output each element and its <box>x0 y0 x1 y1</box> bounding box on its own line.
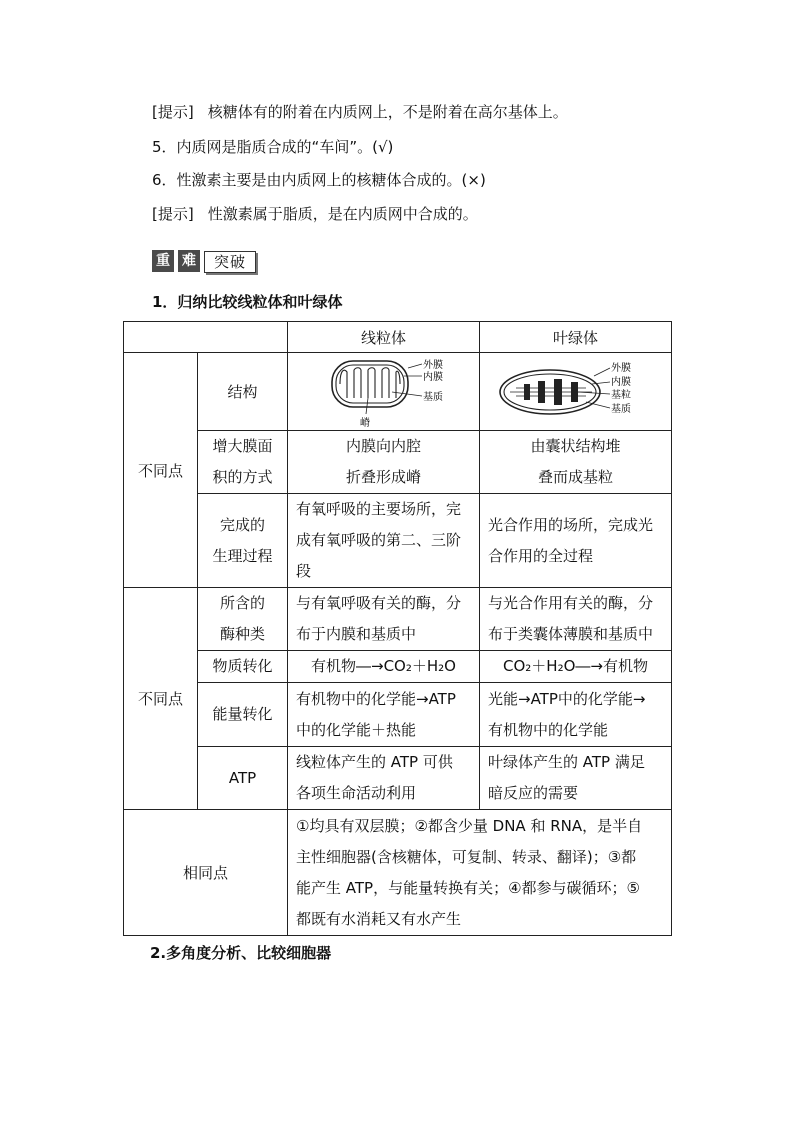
label-structure: 结构 <box>198 353 288 431</box>
cell-line: 折叠形成嵴 <box>345 468 421 486</box>
cell-line: 叶绿体产生的 ATP 满足 <box>488 753 645 771</box>
label-process <box>198 494 288 588</box>
statement-5: 5．内质网是脂质合成的“车间”。(√) <box>152 138 394 156</box>
chloroplast-diagram <box>486 354 666 430</box>
label-line: 生理过程 <box>212 546 273 565</box>
mitochondria-diagram-cell <box>288 353 480 431</box>
cell-line: 与有氧呼吸有关的酶，分 <box>296 594 462 612</box>
row-process <box>124 494 672 588</box>
hint-text: 性激素属于脂质，是在内质网中合成的。 <box>207 205 478 223</box>
label-line: 酶种类 <box>219 625 265 643</box>
hint-text: 核糖体有的附着在内质网上，不是附着在高尔基体上。 <box>207 103 568 121</box>
cell-line: 布于内膜和基质中 <box>296 625 417 643</box>
badge-outline <box>204 251 256 273</box>
mitochondria-diagram <box>294 354 474 430</box>
cell-line: 都既有水消耗又有水产生 <box>296 909 462 928</box>
cell-line: 成有氧呼吸的第二、三阶 <box>296 531 462 549</box>
chloro-label-grana: 基粒 <box>610 389 631 401</box>
group-label-diff-2: 不同点 <box>124 588 198 810</box>
mito-label-inner: 内膜 <box>422 371 443 383</box>
cell-line: 内膜向内腔 <box>345 437 421 455</box>
cell-line: ①均具有双层膜；②都含少量 DNA 和 RNA，是半自 <box>296 816 643 835</box>
statement-6: 6．性激素主要是由内质网上的核糖体合成的。(×) <box>152 171 486 189</box>
cell-line: 光能→ATP中的化学能→ <box>488 689 646 708</box>
mito-label-matrix: 基质 <box>422 391 443 403</box>
badge-char-3: 突破 <box>213 253 246 271</box>
cell-line: 由囊状结构堆 <box>530 437 621 455</box>
header-mitochondria: 线粒体 <box>288 322 480 353</box>
chloro-label-inner: 内膜 <box>610 376 631 388</box>
badge-char-1: 重 <box>152 250 174 272</box>
label-line: 积的方式 <box>212 468 273 486</box>
chloro-label-stroma: 基质 <box>610 403 631 415</box>
label-membrane-area <box>198 431 288 494</box>
cell-line: 有氧呼吸的主要场所，完 <box>296 500 462 518</box>
cell-line: 中的化学能＋热能 <box>296 720 417 739</box>
chloro-label-outer: 外膜 <box>610 362 631 374</box>
chloro-membrane-area <box>480 431 672 494</box>
chloroplast-diagram-cell <box>480 353 672 431</box>
mito-process <box>288 494 480 588</box>
cell-line: 能产生 ATP，与能量转换有关；④都参与碳循环；⑤ <box>296 878 640 897</box>
row-atp <box>124 747 672 810</box>
label-line: 所含的 <box>219 594 265 612</box>
section-heading-2: 2.多角度分析、比较细胞器 <box>150 944 332 962</box>
header-blank <box>124 322 288 353</box>
chloro-atp <box>480 747 672 810</box>
hint-tag: [提示] <box>152 103 194 121</box>
row-material <box>124 651 672 683</box>
hint-tag: [提示] <box>152 205 194 223</box>
chloro-material: CO₂＋H₂O―→有机物 <box>480 651 672 683</box>
label-energy: 能量转化 <box>198 683 288 747</box>
label-material: 物质转化 <box>198 651 288 683</box>
cell-line: 光合作用的场所，完成光 <box>488 515 654 534</box>
cell-line: 暗反应的需要 <box>488 784 579 802</box>
row-enzyme <box>124 588 672 651</box>
mito-membrane-area <box>288 431 480 494</box>
similarities-text <box>288 810 672 936</box>
cell-line: 线粒体产生的 ATP 可供 <box>296 753 453 771</box>
chloro-process <box>480 494 672 588</box>
hint-line-ribosome <box>152 101 568 123</box>
comparison-table <box>123 321 672 936</box>
group-label-same: 相同点 <box>124 810 288 936</box>
mito-energy <box>288 683 480 747</box>
cell-line: 布于类囊体薄膜和基质中 <box>488 625 654 643</box>
mito-atp <box>288 747 480 810</box>
row-membrane-area <box>124 431 672 494</box>
cell-line: 与光合作用有关的酶，分 <box>488 594 654 612</box>
row-energy <box>124 683 672 747</box>
row-structure <box>124 353 672 431</box>
mito-enzyme <box>288 588 480 651</box>
row-similarities <box>124 810 672 936</box>
group-label-diff-1: 不同点 <box>124 353 198 588</box>
badge-char-2: 难 <box>178 250 200 272</box>
mito-label-cristae: 嵴 <box>359 417 370 429</box>
label-line: 完成的 <box>219 515 265 534</box>
cell-line: 合作用的全过程 <box>488 546 594 565</box>
label-enzyme <box>198 588 288 651</box>
chloro-energy <box>480 683 672 747</box>
mito-material: 有机物―→CO₂＋H₂O <box>288 651 480 683</box>
table-header-row <box>124 322 672 353</box>
mito-label-outer: 外膜 <box>422 359 443 371</box>
cell-line: 各项生命活动利用 <box>296 784 417 802</box>
hint-line-hormone <box>152 203 478 225</box>
chloro-enzyme <box>480 588 672 651</box>
label-line: 增大膜面 <box>212 437 273 455</box>
header-chloroplast: 叶绿体 <box>480 322 672 353</box>
cell-line: 叠而成基粒 <box>537 468 613 486</box>
cell-line: 主性细胞器(含核糖体，可复制、转录、翻译)；③都 <box>296 847 637 866</box>
cell-line: 有机物中的化学能→ATP <box>296 689 456 708</box>
cell-line: 段 <box>296 562 312 580</box>
section-heading-1: 1．归纳比较线粒体和叶绿体 <box>152 293 343 311</box>
label-atp: ATP <box>198 747 288 810</box>
cell-line: 有机物中的化学能 <box>488 720 609 739</box>
